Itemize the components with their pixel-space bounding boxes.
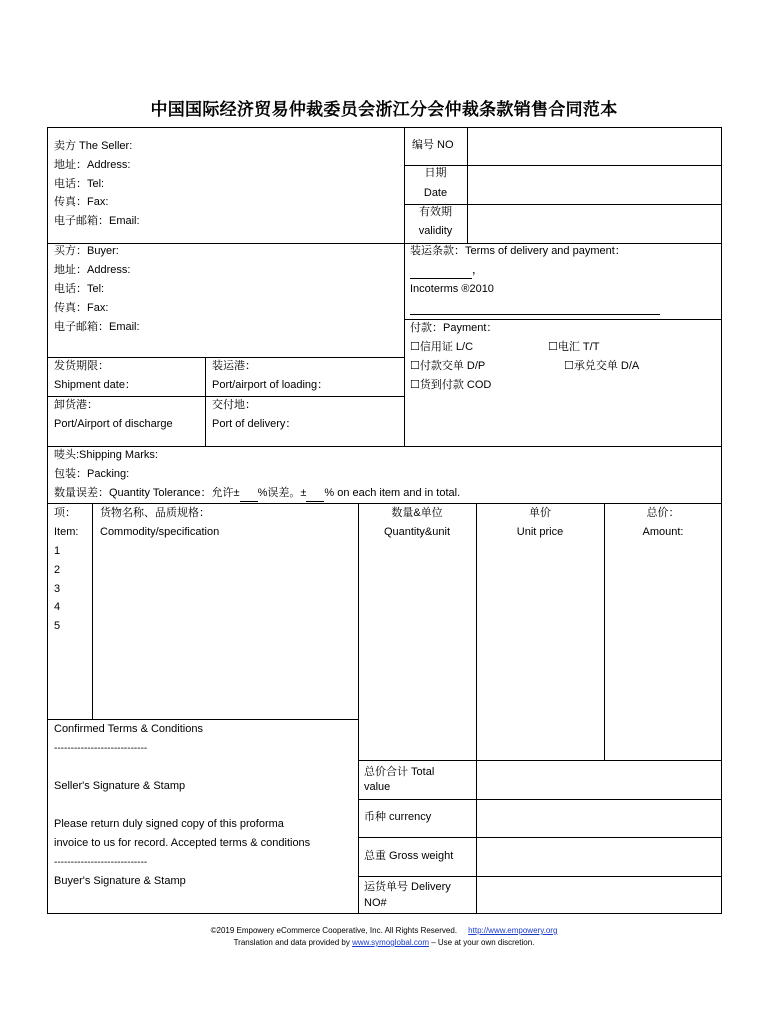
delivery-no-label-b: NO# bbox=[364, 897, 387, 909]
divider bbox=[47, 503, 722, 504]
divider bbox=[92, 503, 93, 719]
total-value-label-a: 总价合计 Total bbox=[364, 766, 435, 778]
currency-label: 币种 currency bbox=[364, 811, 432, 823]
buyer-email-label: 电子邮箱：Email: bbox=[54, 321, 140, 333]
unit-price-header-cn: 单价 bbox=[529, 507, 551, 519]
quantity-header-cn: 数量&单位 bbox=[391, 507, 443, 519]
divider bbox=[476, 503, 477, 914]
validity-label-cn: 有效期 bbox=[419, 206, 452, 218]
footer-translation bbox=[0, 937, 768, 949]
gross-weight-label: 总重 Gross weight bbox=[364, 850, 454, 862]
shipment-date-label-cn: 发货期限： bbox=[54, 360, 109, 372]
divider bbox=[47, 357, 404, 358]
buyer-address-label: 地址：Address: bbox=[54, 264, 131, 276]
empowery-link[interactable]: http://www.empowery.org bbox=[468, 926, 558, 935]
seller-fax-label: 传真：Fax: bbox=[54, 196, 109, 208]
return-instruction-line1: Please return duly signed copy of this proforma bbox=[54, 818, 284, 830]
item-number: 2 bbox=[54, 564, 61, 576]
payment-da-checkbox[interactable]: ☐承兑交单 D/A bbox=[564, 360, 640, 372]
divider bbox=[467, 127, 468, 243]
payment-dp-checkbox[interactable]: ☐付款交单 D/P bbox=[410, 360, 486, 372]
footer-copyright bbox=[0, 925, 768, 937]
packing-label: 包装：Packing: bbox=[54, 468, 130, 480]
amount-header-cn: 总价： bbox=[646, 507, 680, 519]
divider bbox=[358, 503, 359, 914]
buyer-fax-label: 传真：Fax: bbox=[54, 302, 109, 314]
item-header-en: Item: bbox=[54, 526, 79, 538]
confirmed-terms-label: Confirmed Terms & Conditions bbox=[54, 723, 203, 735]
buyer-signature-label: Buyer's Signature & Stamp bbox=[54, 875, 186, 887]
delivery-comma: ， bbox=[472, 264, 483, 276]
tolerance-text-b: %误差。± bbox=[257, 487, 307, 499]
divider bbox=[358, 876, 722, 877]
contract-no-label: 编号 NO bbox=[412, 139, 454, 151]
shipment-date-label-en: Shipment date： bbox=[54, 379, 136, 391]
item-number: 1 bbox=[54, 545, 61, 557]
seller-address-label: 地址：Address: bbox=[54, 159, 131, 171]
document-title: 中国国际经济贸易仲裁委员会浙江分会仲裁条款销售合同范本 bbox=[150, 100, 618, 120]
item-number: 4 bbox=[54, 601, 61, 613]
divider bbox=[47, 446, 722, 447]
payment-label: 付款：Payment： bbox=[410, 322, 498, 334]
divider bbox=[404, 319, 722, 320]
delivery-port-label-en: Port of delivery： bbox=[212, 418, 297, 430]
loading-port-label-en: Port/airport of loading： bbox=[212, 379, 329, 391]
tolerance-text-c: % on each item and in total. bbox=[324, 487, 461, 499]
payment-cod-checkbox[interactable]: ☐货到付款 COD bbox=[410, 379, 492, 391]
commodity-header-cn: 货物名称、品质规格： bbox=[100, 507, 210, 519]
incoterms-blank-line bbox=[410, 314, 660, 315]
item-number: 3 bbox=[54, 583, 61, 595]
payment-lc-checkbox[interactable]: ☐信用证 L/C bbox=[410, 341, 474, 353]
delivery-terms-label: 装运条款：Terms of delivery and payment： bbox=[410, 245, 626, 257]
item-number: 5 bbox=[54, 620, 61, 632]
discretion-text: – Use at your own discretion. bbox=[431, 938, 535, 947]
amount-header-en: Amount: bbox=[642, 526, 684, 538]
buyer-label: 买方：Buyer: bbox=[54, 245, 119, 257]
date-label-en: Date bbox=[423, 187, 448, 199]
commodity-header-en: Commodity/specification bbox=[100, 526, 220, 538]
seller-signature-label: Seller's Signature & Stamp bbox=[54, 780, 186, 792]
divider bbox=[604, 503, 605, 760]
divider bbox=[358, 799, 722, 800]
date-label-cn: 日期 bbox=[424, 167, 447, 179]
delivery-no-label-a: 运货单号 Delivery bbox=[364, 881, 451, 893]
symoglobal-link[interactable]: www.symoglobal.com bbox=[352, 938, 429, 947]
unit-price-header-en: Unit price bbox=[516, 526, 564, 538]
discharge-port-label-en: Port/Airport of discharge bbox=[54, 418, 173, 430]
quantity-header-en: Quantity&unit bbox=[383, 526, 451, 538]
divider bbox=[358, 837, 722, 838]
divider bbox=[47, 396, 404, 397]
payment-tt-checkbox[interactable]: ☐电汇 T/T bbox=[548, 341, 600, 353]
seller-email-label: 电子邮箱：Email: bbox=[54, 215, 140, 227]
return-instruction-line2: invoice to us for record. Accepted terms & conditions bbox=[54, 837, 311, 849]
discharge-port-label-cn: 卸货港： bbox=[54, 399, 98, 411]
translation-text: Translation and data provided by bbox=[233, 938, 350, 947]
item-header-cn: 项： bbox=[54, 507, 76, 519]
divider bbox=[47, 719, 358, 720]
delivery-blank-line bbox=[410, 263, 483, 279]
total-value-label-b: value bbox=[364, 781, 391, 793]
copyright-text: ©2019 Empowery eCommerce Cooperative, Inc. All Rights Reserved. bbox=[210, 926, 458, 935]
divider bbox=[205, 357, 206, 446]
tolerance-text-a: 数量误差：Quantity Tolerance：允许± bbox=[54, 487, 240, 499]
signature-line: ---------------------------- bbox=[54, 857, 148, 868]
validity-label-en: validity bbox=[418, 225, 453, 237]
quantity-tolerance-label bbox=[54, 486, 460, 502]
seller-tel-label: 电话：Tel: bbox=[54, 178, 105, 190]
delivery-port-label-cn: 交付地： bbox=[212, 399, 256, 411]
incoterms-label: Incoterms ®2010 bbox=[410, 283, 494, 295]
signature-line: ---------------------------- bbox=[54, 743, 148, 754]
buyer-tel-label: 电话：Tel: bbox=[54, 283, 105, 295]
loading-port-label-cn: 装运港： bbox=[212, 360, 256, 372]
shipping-marks-label: 唛头:Shipping Marks: bbox=[54, 449, 158, 461]
seller-label: 卖方 The Seller: bbox=[54, 140, 133, 152]
divider bbox=[358, 760, 722, 761]
